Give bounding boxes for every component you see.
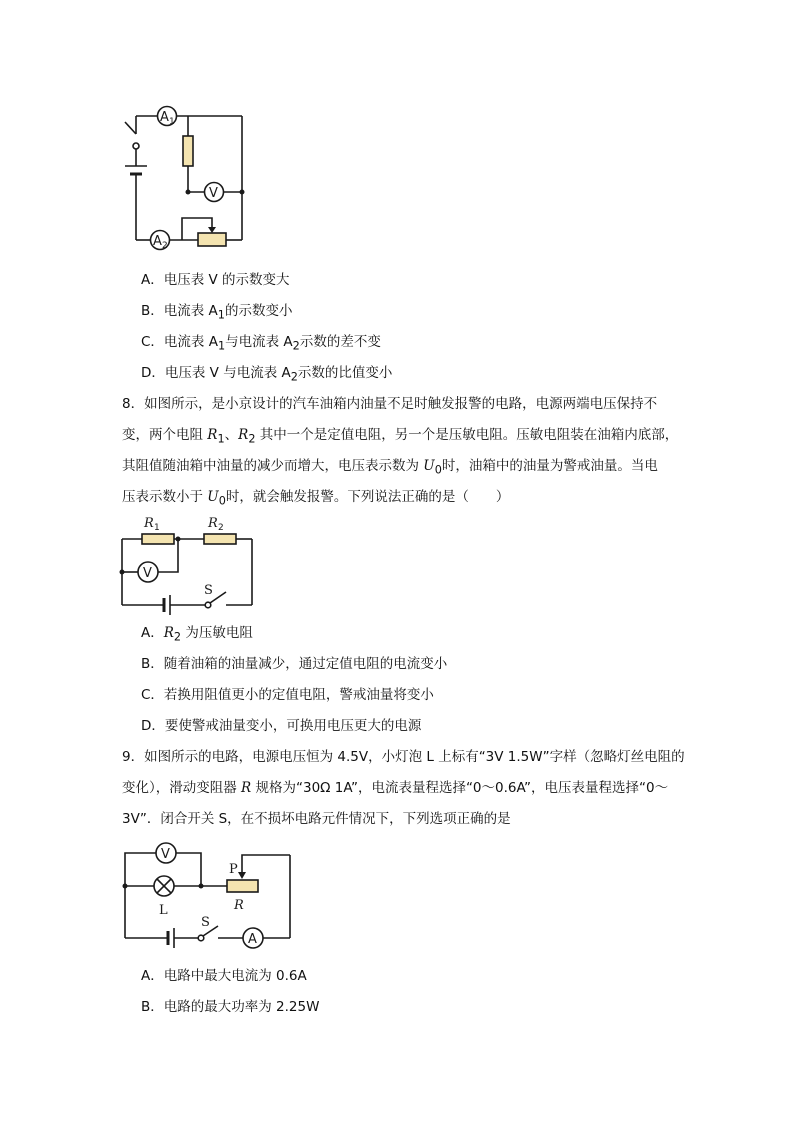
q7-option-d[interactable] [141,363,392,388]
q8-stem-line2 [122,425,678,450]
q7-voltmeter-label: V [209,186,218,201]
q9-stem-line3 [122,809,511,829]
q8-option-a-text: A． [141,625,164,641]
q9-option-a-text: A．电路中最大电流为 0.6A [141,968,307,984]
subscript: 2 [290,370,298,384]
variable-r: R [163,625,174,641]
q8-option-b[interactable] [141,654,447,674]
q8-stem-line1 [122,394,657,414]
subscript: 2 [248,432,256,446]
q8-r1-sub: 1 [154,523,160,533]
q7-option-a-text: A．电压表 V 的示数变大 [141,272,290,288]
q7-option-d-text: 示数的比值变小 [297,365,393,381]
q8-r1-label: R [144,516,154,531]
q8-stem-text: 时，就会触发报警。下列说法正确的是（ ） [225,489,510,505]
q9-rheostat-label: R [234,898,244,913]
q7-rheostat [198,233,226,246]
q8-stem-text: 其中一个是定值电阻，另一个是压敏电阻。压敏电阻装在油箱内底部， [255,427,679,443]
subscript: 1 [217,432,225,446]
switch-contact [133,143,139,149]
q7-option-c-text: 示数的差不变 [299,334,381,350]
q9-option-a[interactable] [141,966,307,986]
q8-option-b-text: B．随着油箱的油量减少，通过定值电阻的电流变小 [141,656,448,672]
q8-option-d-text: D．要使警戒油量变小，可换用电压更大的电源 [141,718,422,734]
q8-stem-text: 、 [224,427,239,443]
q9-stem-line2 [122,778,668,798]
q8-stem-text: 8．如图所示，是小京设计的汽车油箱内油量不足时触发报警的电路，电源两端电压保持不 [122,396,658,412]
q7-ammeter-a1-sub: 1 [169,117,175,127]
rheostat-slider-wire [242,855,290,875]
q8-circuit-diagram [112,512,262,612]
q7-option-c-text: C．电流表 A [141,334,218,350]
q9-option-b-text: B．电路的最大功率为 2.25W [141,999,320,1015]
q8-stem-line3 [122,456,658,481]
junction-dot [186,190,191,195]
q7-option-d-text: D．电压表 V 与电流表 A [141,365,291,381]
q8-stem-text: 变，两个电阻 [122,427,208,443]
subscript: 1 [217,339,226,353]
subscript: 1 [217,308,225,322]
wire [125,853,156,886]
q9-circuit-diagram [112,838,302,948]
q8-option-c[interactable] [141,685,434,705]
q8-stem-text: 压表示数小于 [122,489,208,505]
q9-stem-text: 3V”．闭合开关 S，在不损坏电路元件情况下，下列选项正确的是 [122,811,511,827]
subscript: 2 [292,339,300,353]
q8-option-a-text: 为压敏电阻 [181,625,253,641]
switch-blade [125,122,136,134]
q8-r2-sub: 2 [218,523,224,533]
q7-option-c-text: 与电流表 A [225,334,293,350]
q8-r2-label: R [208,516,218,531]
junction-dot [199,884,204,889]
subscript: 2 [173,630,182,644]
q7-ammeter-a2-sub: 2 [162,241,168,251]
junction-dot [176,537,181,542]
variable-u: U [207,489,219,505]
variable-r: R [207,427,218,443]
q8-stem-text: 时，油箱中的油量为警戒油量。当电 [441,458,658,474]
wire [176,853,201,886]
q9-ammeter-label: A [248,932,257,947]
switch-contact [198,935,204,941]
q8-option-c-text: C．若换用阻值更小的定值电阻，警戒油量将变小 [141,687,434,703]
rheostat-slider-arrow [238,872,246,879]
q7-ammeter-a2-label: A [153,234,162,249]
q9-switch-label: S [201,915,210,930]
q7-option-b-text: B．电流表 A [141,303,218,319]
subscript: 0 [434,463,442,477]
q7-option-a[interactable] [141,270,290,290]
q9-stem-text: 规格为“30Ω 1A”，电流表量程选择“0～0.6A”，电压表量程选择“0～ [251,780,669,796]
q7-ammeter-a1-label: A [160,110,169,125]
q7-option-b-text: 的示数变小 [224,303,293,319]
q8-voltmeter-label: V [143,566,152,581]
q8-option-d[interactable] [141,716,421,736]
switch-contact [205,602,211,608]
q9-stem-line1 [122,747,685,767]
q9-slider-label: P [229,862,238,877]
subscript: 0 [218,494,226,508]
junction-dot [240,190,245,195]
q7-fixed-resistor [183,136,193,166]
variable-u: U [423,458,435,474]
q9-stem-text: 变化），滑动变阻器 [122,780,242,796]
variable-r: R [238,427,249,443]
variable-r: R [241,780,252,796]
rheostat-slider-arrow [208,227,216,233]
q9-voltmeter-label: V [161,847,170,862]
q7-option-b[interactable] [141,301,292,326]
q9-rheostat [227,880,258,892]
junction-dot [120,570,125,575]
q8-resistor-r1 [142,534,174,544]
q8-stem-text: 其阻值随油箱中油量的减少而增大，电压表示数为 [122,458,424,474]
q7-option-c[interactable] [141,332,381,357]
q8-resistor-r2 [204,534,236,544]
q7-circuit-diagram [112,100,262,260]
q8-stem-line4 [122,487,509,512]
q9-stem-text: 9．如图所示的电路，电源电压恒为 4.5V，小灯泡 L 上标有“3V 1.5W”字样（忽略灯丝电阻的 [122,749,685,765]
q8-option-a[interactable] [141,623,253,648]
q9-lamp-label: L [159,903,168,918]
q8-switch-label: S [204,583,213,598]
q9-option-b[interactable] [141,997,319,1017]
